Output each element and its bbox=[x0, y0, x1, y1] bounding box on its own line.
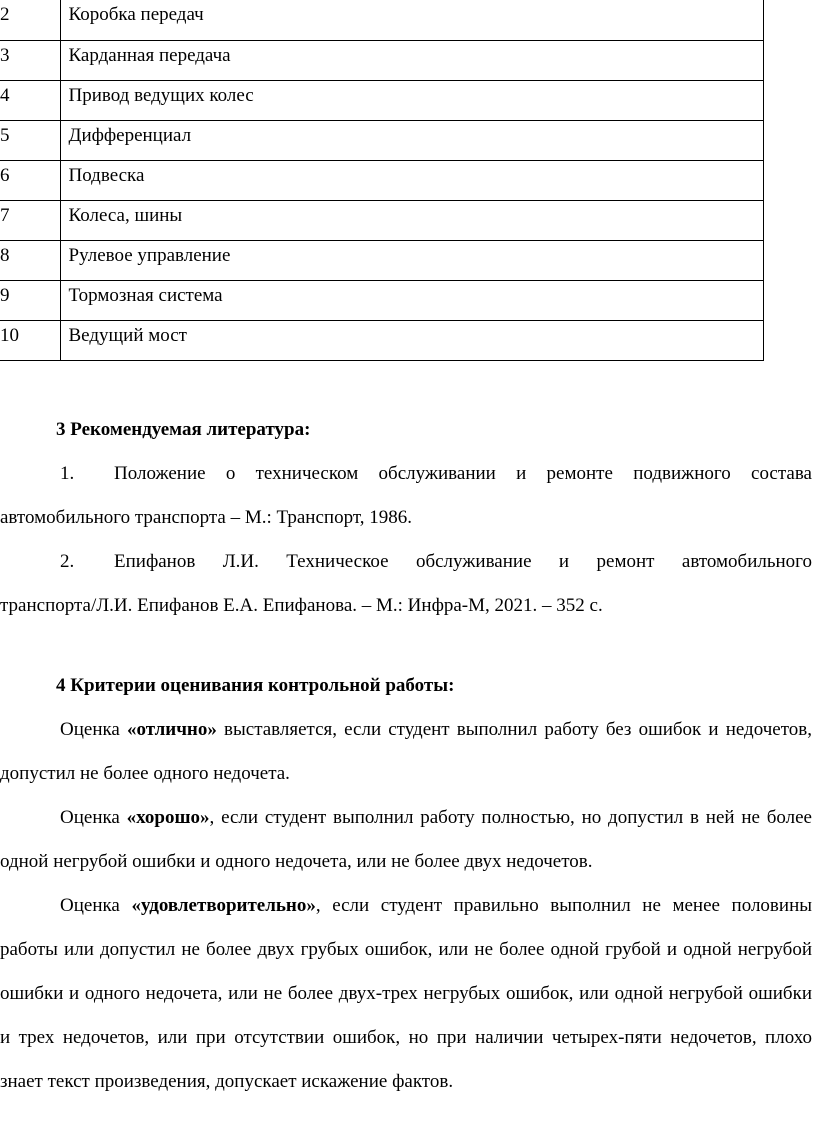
criteria-paragraph bbox=[0, 796, 812, 884]
row-number: 9 bbox=[0, 280, 60, 320]
literature-heading: 3 Рекомендуемая литература: bbox=[56, 419, 311, 440]
row-number: 10 bbox=[0, 320, 60, 360]
row-name: Рулевое управление bbox=[60, 240, 764, 280]
row-number: 6 bbox=[0, 160, 60, 200]
literature-item-line: Епифанов Л.И. Техническое обслуживание и ремонт автомобильного bbox=[114, 551, 812, 572]
literature-item bbox=[0, 540, 812, 628]
row-name: Карданная передача bbox=[60, 40, 764, 80]
literature-item-line: транспорта/Л.И. Епифанов Е.А. Епифанова. – М.: Инфра-М, 2021. – 352 с. bbox=[0, 595, 603, 616]
row-number: 7 bbox=[0, 200, 60, 240]
literature-section bbox=[0, 408, 812, 628]
row-name: Коробка передач bbox=[60, 0, 764, 40]
table-row bbox=[0, 160, 764, 200]
row-name: Дифференциал bbox=[60, 120, 764, 160]
grade-label: «удовлетворительно» bbox=[131, 895, 316, 916]
row-number: 4 bbox=[0, 80, 60, 120]
row-name: Привод ведущих колес bbox=[60, 80, 764, 120]
row-number: 3 bbox=[0, 40, 60, 80]
row-name: Колеса, шины bbox=[60, 200, 764, 240]
paragraph-lead: Оценка bbox=[60, 807, 127, 828]
parts-table bbox=[0, 0, 764, 361]
table-row bbox=[0, 120, 764, 160]
literature-item-line: автомобильного транспорта – М.: Транспорт, 1986. bbox=[0, 507, 412, 528]
row-name: Ведущий мост bbox=[60, 320, 764, 360]
paragraph-lead: Оценка bbox=[60, 895, 132, 916]
criteria-section bbox=[0, 664, 812, 1104]
literature-item bbox=[0, 452, 812, 540]
list-marker: 2. bbox=[60, 551, 75, 572]
grade-label: «хорошо» bbox=[126, 807, 210, 828]
row-number: 8 bbox=[0, 240, 60, 280]
paragraph-text: , если студент выполнил работу полностью, но допустил в ней не более одной негрубой ошибки и одного недочета, или не более двух недочетов. bbox=[0, 807, 812, 872]
table-row bbox=[0, 40, 764, 80]
table-row bbox=[0, 240, 764, 280]
paragraph-text: выставляется, если студент выполнил работу без ошибок и недочетов, допустил не более одного недочета. bbox=[0, 719, 812, 784]
row-name: Подвеска bbox=[60, 160, 764, 200]
paragraph-text: , если студент правильно выполнил не менее половины работы или допустил не более двух грубых ошибок, или не более одной грубой и одной негрубой ошибки и одного недочета, или не более двух-трех негрубых ошибок, или одной негрубой ошибки и трех недочетов, или при отсутствии ошибок, но при наличии четырех-пяти недочетов, плохо знает текст произведения, допускает искажение фактов. bbox=[0, 895, 812, 1092]
table-row bbox=[0, 200, 764, 240]
table-row bbox=[0, 320, 764, 360]
grade-label: «отлично» bbox=[127, 719, 217, 740]
paragraph-lead: Оценка bbox=[60, 719, 127, 740]
row-name: Тормозная система bbox=[60, 280, 764, 320]
criteria-heading: 4 Критерии оценивания контрольной работы: bbox=[56, 675, 455, 696]
criteria-paragraph bbox=[0, 884, 812, 1104]
table-row bbox=[0, 80, 764, 120]
row-number: 2 bbox=[0, 0, 60, 40]
table-row bbox=[0, 0, 764, 40]
list-marker: 1. bbox=[60, 463, 75, 484]
criteria-paragraph bbox=[0, 708, 812, 796]
literature-item-line: Положение о техническом обслуживании и ремонте подвижного состава bbox=[114, 463, 812, 484]
row-number: 5 bbox=[0, 120, 60, 160]
table-row bbox=[0, 280, 764, 320]
